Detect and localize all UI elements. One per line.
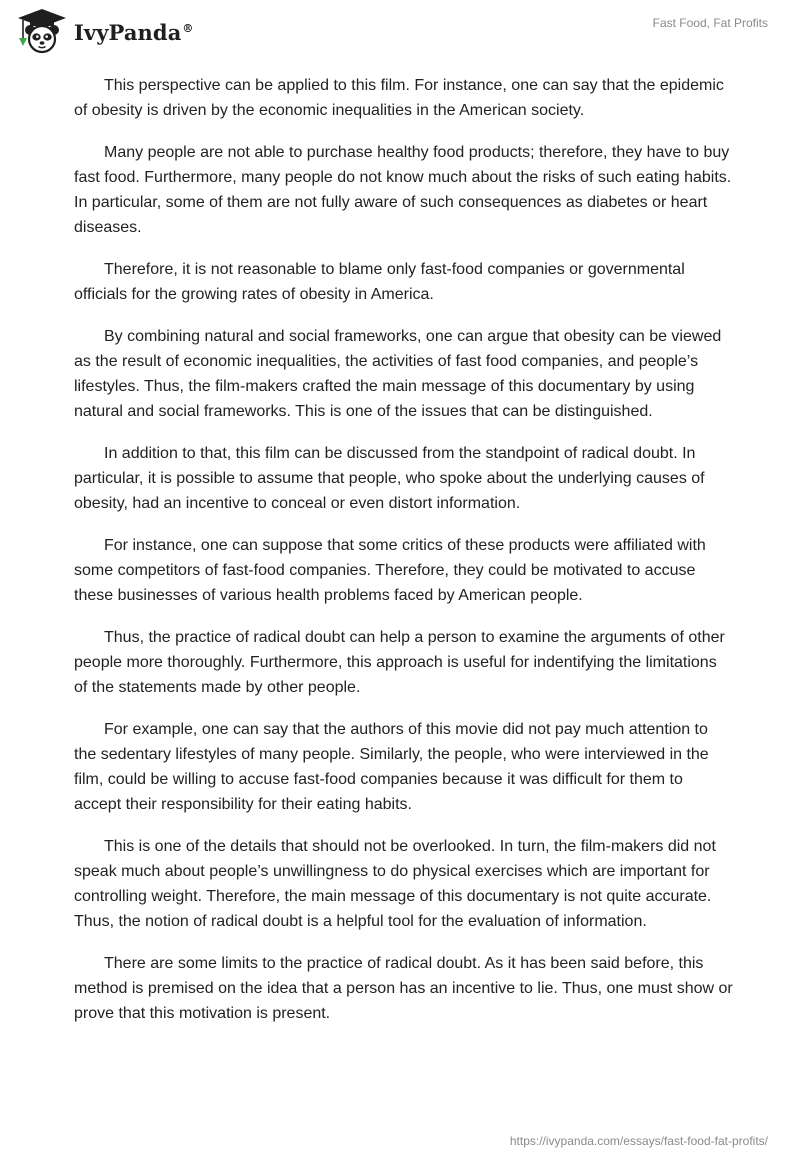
paragraph: For instance, one can suppose that some critics of these products were affiliated with some competitors of fast-food companies. Therefore, they could be motivated to accuse these businesses of various health problems faced by American people. (74, 537, 706, 604)
paragraph: Thus, the practice of radical doubt can help a person to examine the arguments of other people more thoroughly. Furthermore, this approach is useful for indentifying the limitations of the statements made by other people. (74, 629, 725, 696)
brand-name (74, 20, 194, 45)
paragraph: By combining natural and social frameworks, one can argue that obesity can be viewed as the result of economic inequalities, the activities of fast food companies, and people’s lifestyles. Thus, the film-makers crafted the main message of this documentary by using natural and social frameworks. This is one of the issues that can be distinguished. (74, 328, 722, 420)
paragraph: Many people are not able to purchase healthy food products; therefore, they have to buy fast food. Furthermore, many people do not know much about the risks of such eating habits. In particular, some of them are not fully aware of such consequences as diabetes or heart diseases. (74, 144, 732, 236)
brand-logo[interactable] (14, 8, 194, 54)
paragraph: There are some limits to the practice of radical doubt. As it has been said before, this method is premised on the idea that a person has an incentive to lie. Thus, one must show or prove that this motivation is present. (74, 955, 733, 1022)
paragraph: This is one of the details that should not be overlooked. In turn, the film-makers did not speak much about people’s unwillingness to do physical exercises which are important for controlling weight. Therefore, the main message of this documentary is not quite accurate. Thus, the notion of radical doubt is a helpful tool for the evaluation of information. (74, 838, 716, 930)
page-header (0, 0, 800, 60)
source-url[interactable]: https://ivypanda.com/essays/fast-food-fat-profits/ (509, 1134, 768, 1148)
essay-body (74, 73, 734, 1043)
registered-mark: ® (182, 21, 194, 35)
paragraph: In addition to that, this film can be discussed from the standpoint of radical doubt. In particular, it is possible to assume that people, who spoke about the underlying causes of obesity, had an incentive to conceal or even distort information. (74, 445, 705, 512)
paragraph: Therefore, it is not reasonable to blame only fast-food companies or governmental officials for the growing rates of obesity in America. (74, 261, 685, 303)
paragraph: This perspective can be applied to this film. For instance, one can say that the epidemic of obesity is driven by the economic inequalities in the American society. (74, 77, 724, 119)
paragraph: For example, one can say that the authors of this movie did not pay much attention to the sedentary lifestyles of many people. Similarly, the people, who were interviewed in the film, could be willing to accuse fast-food companies because it was difficult for them to accept their responsibility for their eating habits. (74, 721, 709, 813)
brand-name-text: IvyPanda (74, 19, 182, 45)
panda-graduate-icon (14, 8, 70, 54)
document-title: Fast Food, Fat Profits (652, 16, 768, 30)
